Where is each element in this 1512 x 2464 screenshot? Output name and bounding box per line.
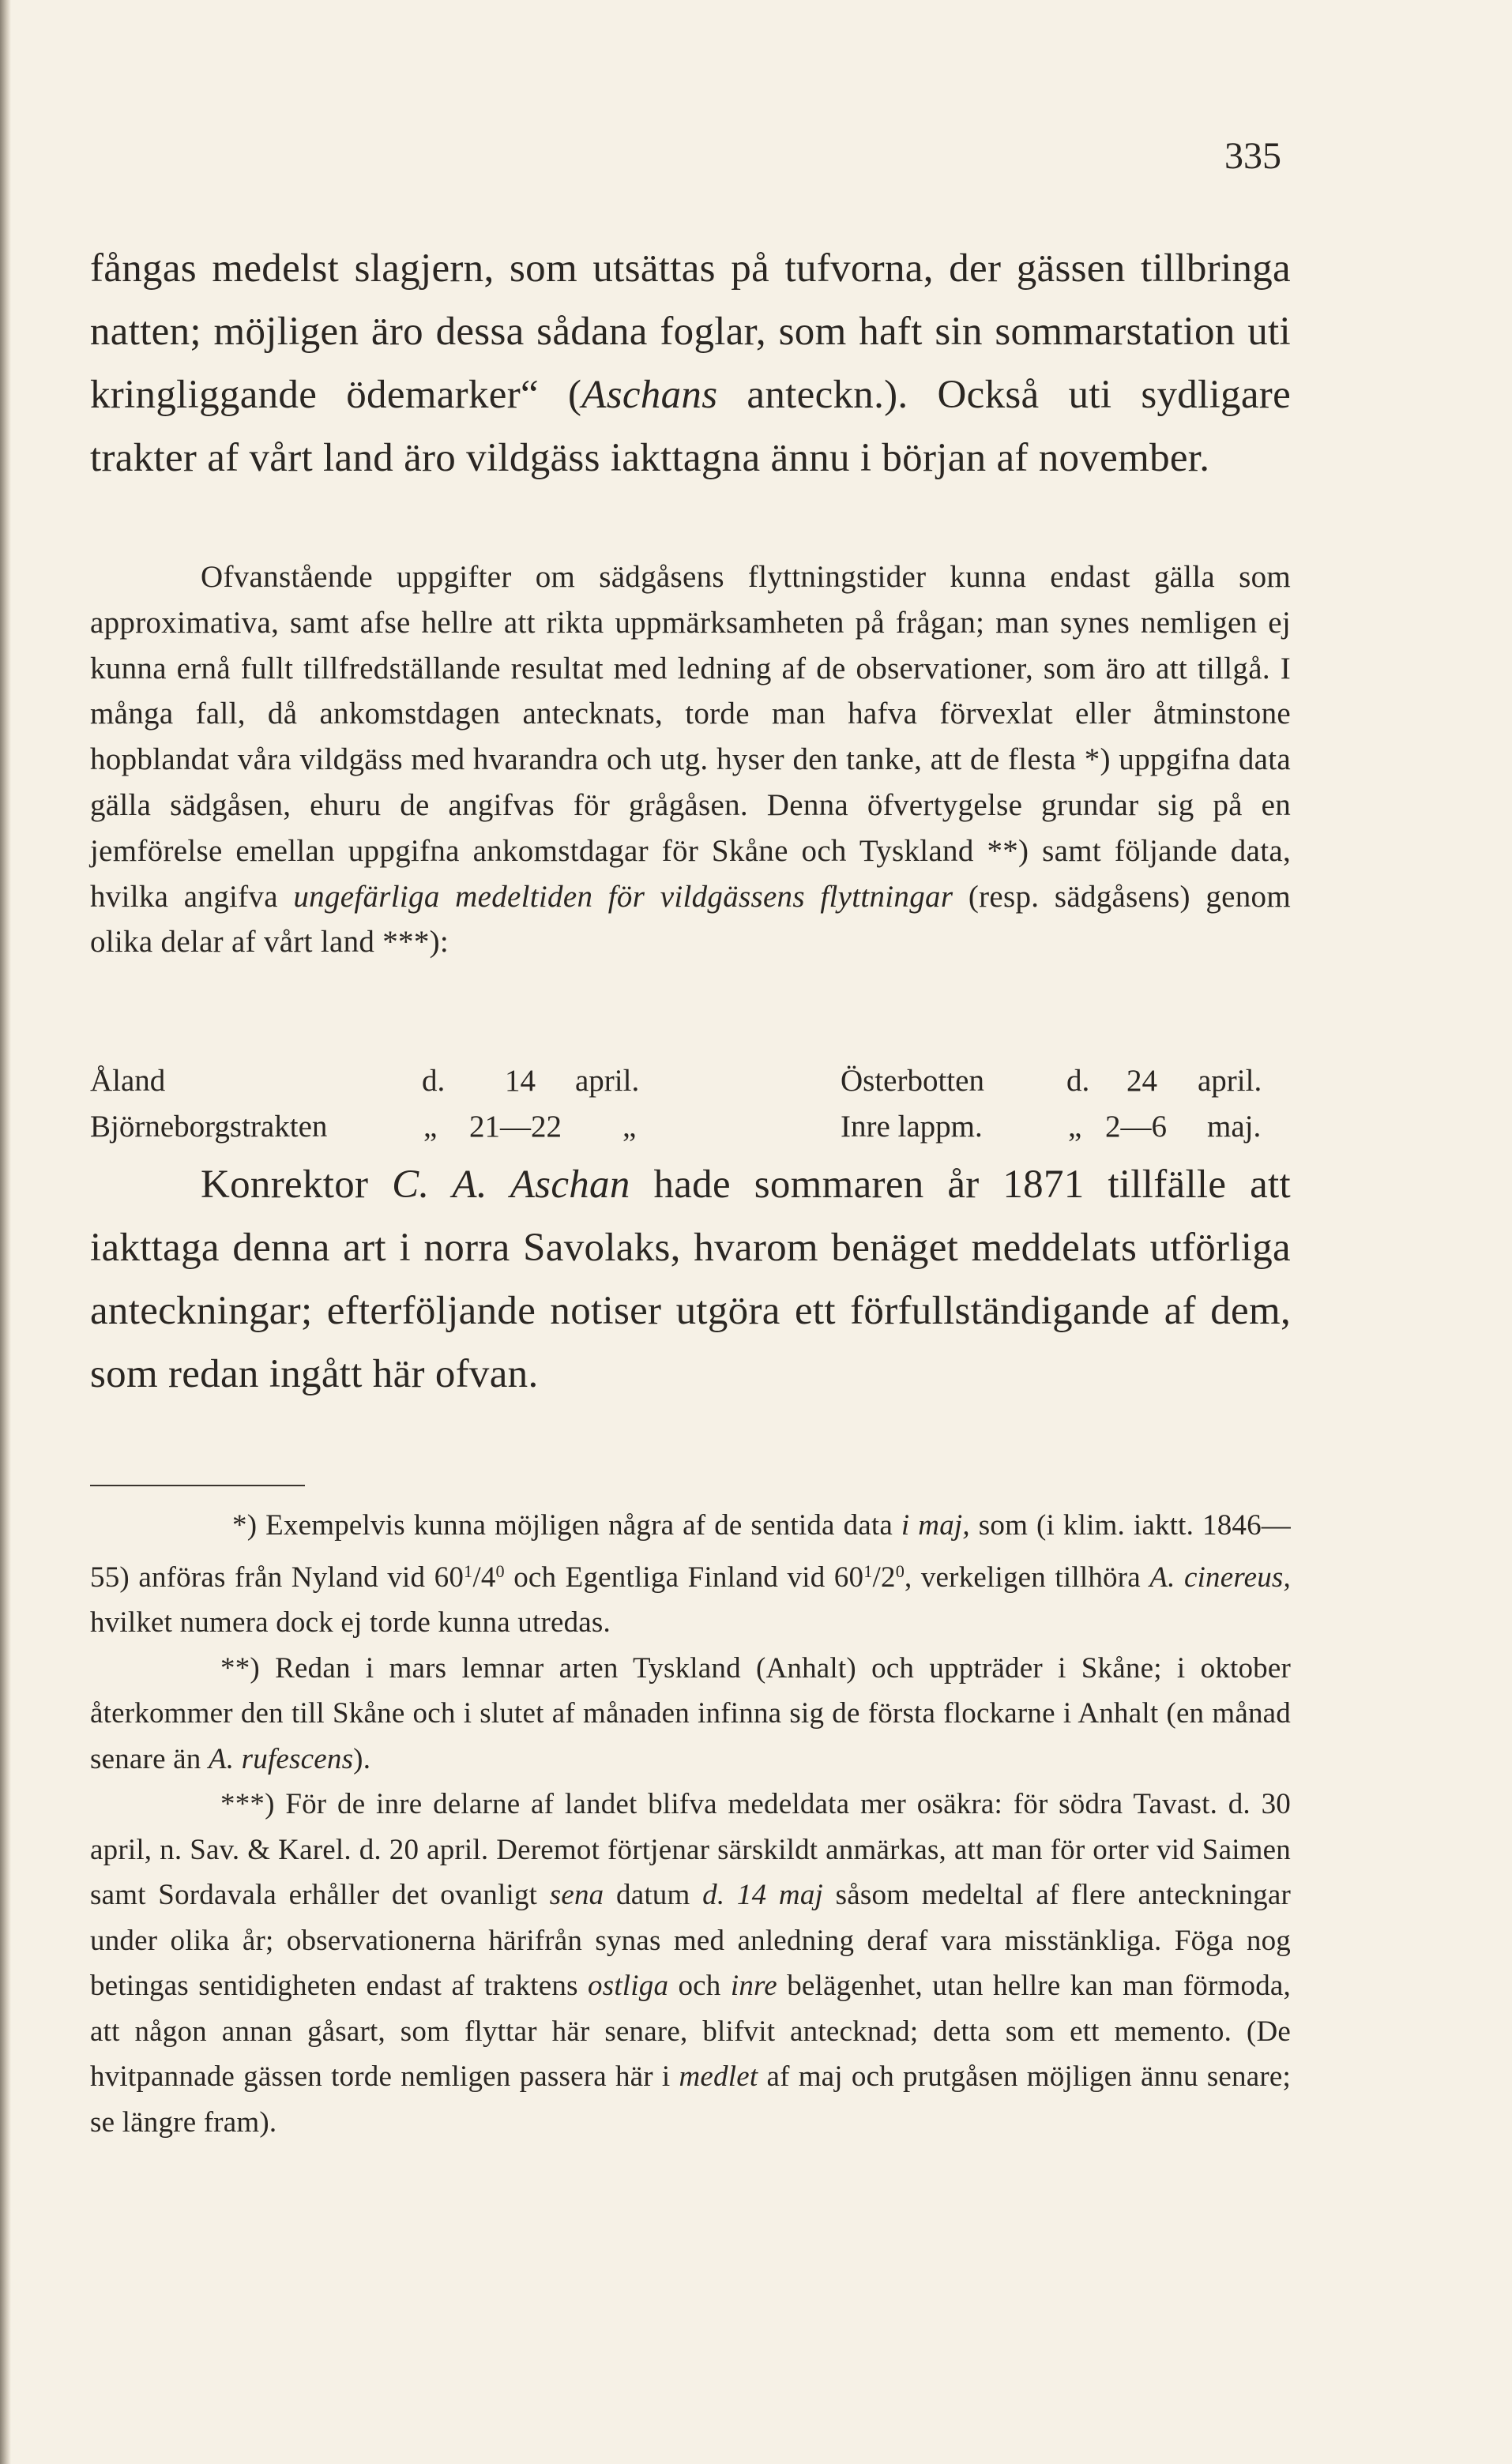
degree-sign: 0 [895, 1561, 905, 1581]
text-run: 2 [881, 1561, 896, 1594]
day-marker: d. [1066, 1064, 1090, 1098]
footnote-1 [90, 1503, 1291, 1646]
main-paragraph-1 [90, 237, 1291, 490]
ditto-mark: „ [622, 1109, 637, 1144]
text-run: Ofvanstående uppgifter om sädgåsens flyttningstider kunna endast gälla som approximativa, samt afse hellre att rikta uppmärksamheten på frågan; man synes nemligen ej kunna ernå fullt tillfredställande resultat med ledning af de observationer, som äro att tillgå. I många fall, då ankomstdagen antecknats, torde man hafva förvexlat eller åtminstone hopblandat våra vildgäss med hvarandra och utg. hyser den tanke, att de flesta *) uppgifna data gälla sädgåsen, ehuru de angifvas för grågåsen. Denna öfvertygelse grundar sig på en jemförelse emellan uppgifna ankomstdagar för Skåne och Tyskland **) samt följande data, hvilka angifva [90, 560, 1291, 914]
place-name: Åland [90, 1064, 166, 1098]
small-print-paragraph [90, 554, 1291, 965]
footnote-2 [90, 1646, 1291, 1782]
text-run: , verkeligen tillhöra [905, 1561, 1150, 1594]
text-run: belägenhet, utan hellre kan man förmoda, att någon annan gåsart, som flyttar här senare, blifvit antecknad; detta som ett memento. (De hvitpannade gässen torde nemligen passera här i [90, 1970, 1291, 2094]
superscript: 1 [464, 1561, 473, 1581]
text-run: och Egentliga Finland vid 60 [504, 1561, 864, 1594]
text-run: ***) För de inre delarne af landet blifva medeldata mer osäkra: för södra Tavast. d. 30 april, n. Sav. & Karel. d. 20 april. Deremot förtjenar särskildt anmärkas, att man för orter vid Saimen samt Sordavala erhåller det ovanligt [90, 1788, 1291, 1912]
footnotes [90, 1503, 1291, 2145]
text-run: som (i klim. iaktt. 1846—55) anföras från Nyland vid 60 [90, 1509, 1292, 1594]
text-run: ). [353, 1742, 371, 1775]
text-run: datum [604, 1879, 703, 1912]
degree-sign: 0 [495, 1561, 505, 1581]
page-binding-edge [0, 0, 11, 2464]
text-run: fångas medelst slagjern, som utsättas på tufvorna, der gässen tillbringa natten; möjligen äro dessa sådana foglar, som haft sin sommarstation uti kringliggande ödemarker“ ( [90, 246, 1291, 417]
date-value: 21—22 [469, 1109, 562, 1144]
ditto-mark: „ [1068, 1109, 1082, 1144]
month: april. [575, 1064, 640, 1098]
emphasis-text: inre [730, 1970, 777, 2003]
text-run: Konrektor [201, 1163, 393, 1207]
species-name: A. rufescens [208, 1742, 354, 1775]
text-run: hade sommaren år 1871 tillfälle att iakttaga denna art i norra Savolaks, hvarom benäget meddelats utförliga anteckningar; efterföljande notiser utgöra ett förfullständigande af dem, som redan ingått här ofvan. [90, 1163, 1291, 1396]
text-run: / [472, 1561, 481, 1594]
main-paragraph-2 [90, 1153, 1291, 1406]
text-run: (resp. sädgåsens) genom olika delar af vårt land ***): [90, 879, 1291, 960]
footnote-divider [90, 1485, 305, 1486]
emphasis-text: ostliga [588, 1970, 669, 2003]
author-name: Aschans [581, 373, 718, 417]
month: april. [1198, 1064, 1262, 1098]
text-run: anteckn.). Också uti sydligare trakter af vårt land äro vildgäss iakttagna ännu i början af november. [90, 373, 1292, 480]
species-name: A. cinereus, [1149, 1561, 1291, 1594]
footnote-3 [90, 1782, 1291, 2145]
table-row [90, 1058, 1291, 1104]
place-name: Björneborgstrakten [90, 1109, 328, 1144]
superscript: 1 [863, 1561, 873, 1581]
page-number: 335 [1224, 135, 1281, 177]
text-run: 4 [480, 1561, 496, 1594]
place-name: Inre lappm. [841, 1109, 983, 1144]
table-row [90, 1104, 1291, 1150]
emphasis-text: sena [549, 1879, 604, 1912]
text-run: såsom medeltal af flere anteckningar under olika år; observationerna härifrån synas med anledning deraf vara misstänkliga. Föga nog betingas sentidigheten endast af traktens [90, 1879, 1291, 2003]
text-run: hvilket numera dock ej torde kunna utredas. [90, 1606, 611, 1640]
emphasis-text: d. 14 maj [702, 1879, 824, 1912]
text-run: **) Redan i mars lemnar arten Tyskland (Anhalt) och uppträder i Skåne; i oktober återkommer den till Skåne och i slutet af månaden infinna sig de första flockarne i Anhalt (en månad senare än [90, 1651, 1291, 1775]
date-value: 2—6 [1105, 1109, 1167, 1144]
day-marker: d. [422, 1064, 446, 1098]
text-run: / [872, 1561, 881, 1594]
emphasis-text: medlet [679, 2060, 758, 2094]
ditto-mark: „ [423, 1109, 438, 1144]
emphasis-text: i maj, [901, 1509, 970, 1542]
emphasis-text: ungefärliga medeltiden för vildgässens flyttningar [293, 879, 953, 914]
text-run: *) Exempelvis kunna möjligen några af de sentida data [232, 1509, 901, 1542]
person-name: C. A. Aschan [392, 1163, 630, 1207]
month: maj. [1207, 1109, 1262, 1144]
text-run: och [668, 1970, 731, 2003]
migration-dates-table [90, 1058, 1291, 1150]
date-value: 14 [505, 1064, 536, 1098]
text-run: af maj och prutgåsen möjligen ännu senare; se längre fram). [90, 2060, 1291, 2139]
place-name: Österbotten [841, 1064, 984, 1098]
date-value: 24 [1126, 1064, 1157, 1098]
